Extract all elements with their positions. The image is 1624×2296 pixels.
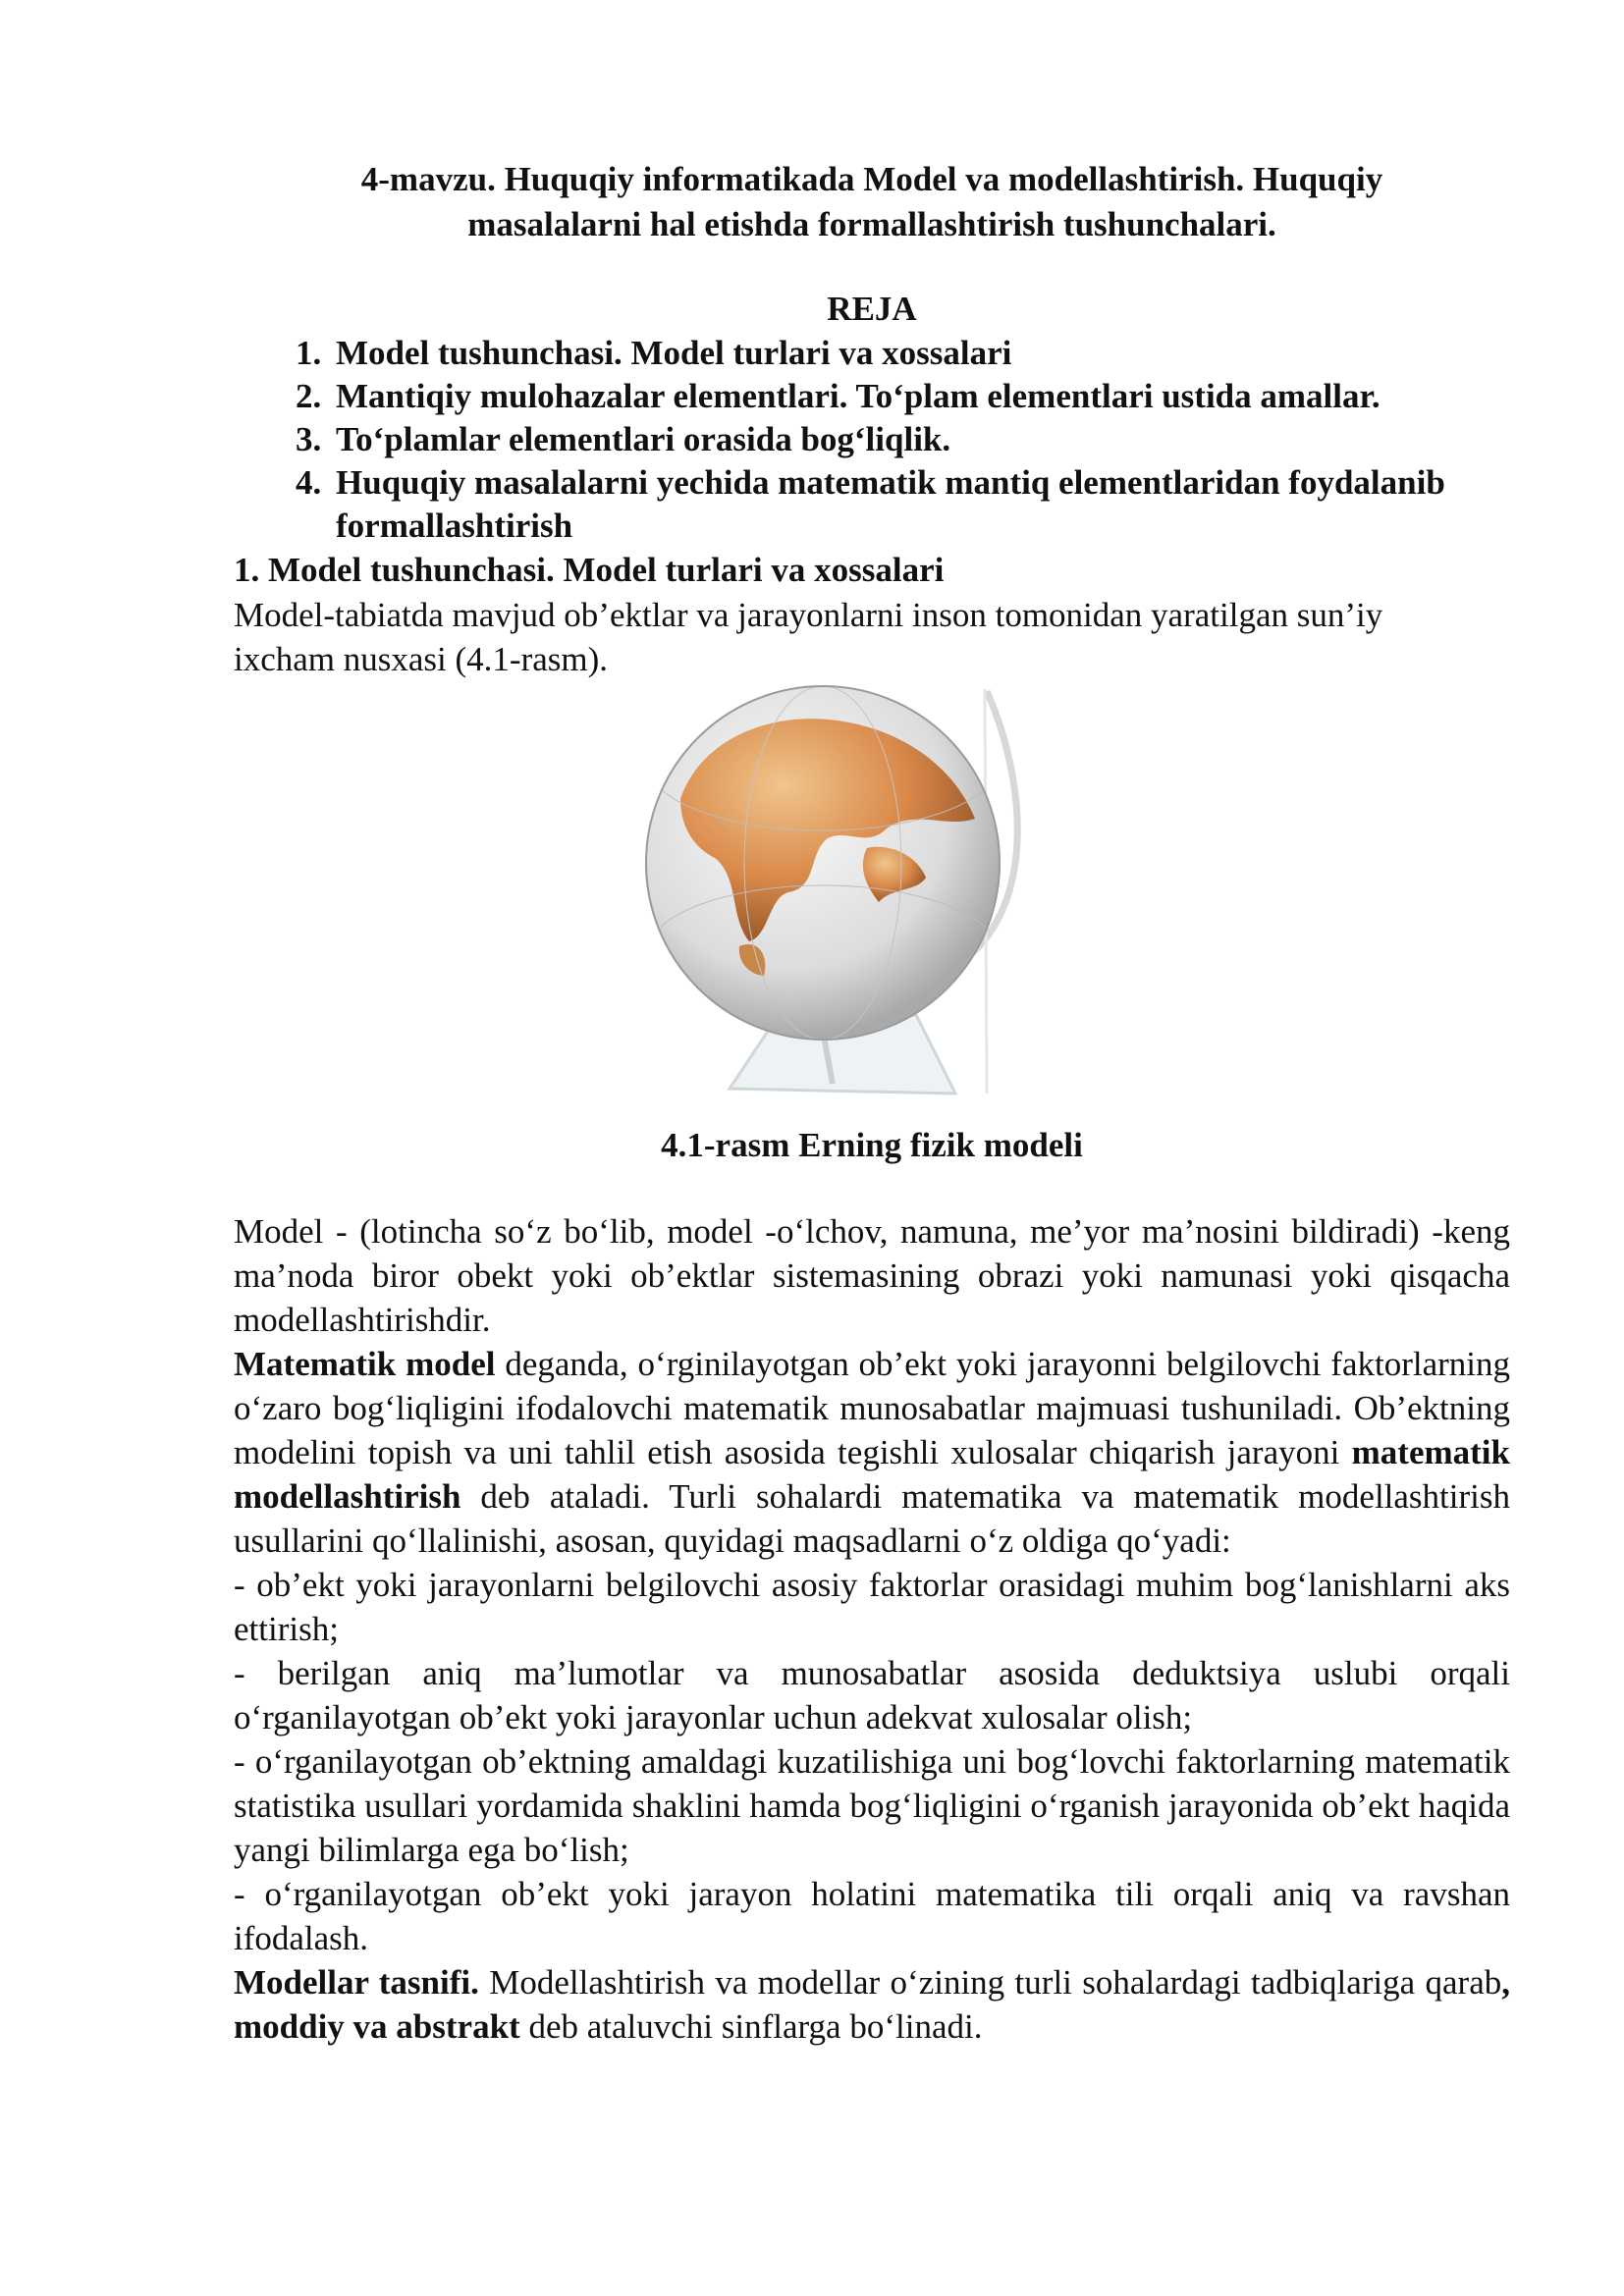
bold-term: Matematik model <box>234 1345 496 1383</box>
plan-heading: REJA <box>827 290 917 328</box>
plan-list <box>234 332 1510 548</box>
bullet-paragraph: - berilgan aniq ma’lumotlar va munosabatlar asosida deduktsiya uslubi orqali o‘rganilayotgan ob’ekt yoki jarayonlar uchun adekvat xulosalar olish; <box>234 1654 1510 1736</box>
bold-term: Modellar tasnifi. <box>234 1963 479 2002</box>
paragraph-text: deb ataladi. Turli sohalardi matematika va matematik modellashtirish usullarini qo‘llalinishi, asosan, quyidagi maqsadlarni o‘z oldiga qo‘yadi: <box>234 1477 1510 1560</box>
figure-caption: 4.1-rasm Erning fizik modeli <box>661 1126 1083 1164</box>
plan-item: 2. Mantiqiy mulohazalar elementlari. To‘plam elementlari ustida amallar. <box>330 375 1510 418</box>
plan-item: 4. Huquqiy masalalarni yechida matematik mantiq elementlaridan foydalanib formallashtirish <box>330 461 1510 548</box>
section-intro: Model-tabiatda mavjud ob’ektlar va jarayonlarni inson tomonidan yaratilgan sun’iy ixcham nusxasi (4.1-rasm). <box>234 596 1383 678</box>
section-heading: 1. Model tushunchasi. Model turlari va xossalari <box>234 551 945 589</box>
paragraph-text: Modellashtirish va modellar o‘zining turli sohalardagi tadbiqlariga qarab <box>478 1963 1502 2002</box>
globe-figure <box>622 681 1034 1113</box>
paragraph-mathematical-model <box>234 1342 1510 1563</box>
bullet-paragraph: - o‘rganilayotgan ob’ektning amaldagi kuzatilishiga uni bog‘lovchi faktorlarning matematik statistika usullari yordamida shaklini hamda bog‘liqligini o‘rganish jarayonida ob’ekt haqida yangi bilimlarga ega bo‘lish; <box>234 1742 1510 1869</box>
globe-image <box>622 681 1034 1113</box>
document-page <box>234 147 1510 2049</box>
bullet-paragraph: - o‘rganilayotgan ob’ekt yoki jarayon holatini matematika tili orqali aniq va ravshan ifodalash. <box>234 1875 1510 1957</box>
paragraph-text: deganda, o‘rginilayotgan ob’ekt yoki jarayonni belgilovchi faktorlarning o‘zaro bog‘liqligini ifodalovchi matematik munosabatlar majmuasi tushuniladi. Ob’ektning modelini topish va uni tahlil etish asosida tegishli xulosalar chiqarish jarayoni <box>234 1345 1510 1471</box>
title-line-1: 4-mavzu. Huquqiy informatikada Model va modellashtirish. Huquqiy <box>360 160 1383 198</box>
bold-term: , moddiy va abstrakt <box>234 1963 1510 2046</box>
bold-term: matematik modellashtirish <box>234 1433 1510 1516</box>
paragraph-model-definition: Model - (lotincha so‘z bo‘lib, model -o‘lchov, namuna, me’yor ma’nosini bildiradi) -keng ma’noda biror obekt yoki ob’ektlar sistemasining obrazi yoki namunasi yoki qisqacha modellashtirishdir. <box>234 1212 1510 1339</box>
plan-item: 3. To‘plamlar elementlari orasida bog‘liqlik. <box>330 418 1510 461</box>
paragraph-text: deb ataluvchi sinflarga bo‘linadi. <box>519 2007 983 2046</box>
plan-item: 1. Model tushunchasi. Model turlari va xossalari <box>330 332 1510 375</box>
bullet-paragraph: - ob’ekt yoki jarayonlarni belgilovchi asosiy faktorlar orasidagi muhim bog‘lanishlarni aks ettirish; <box>234 1566 1510 1648</box>
title-line-2: masalalarni hal etishda formallashtirish tushunchalari. <box>467 205 1276 243</box>
paragraph-model-classification <box>234 1960 1510 2049</box>
document-title <box>234 157 1510 247</box>
